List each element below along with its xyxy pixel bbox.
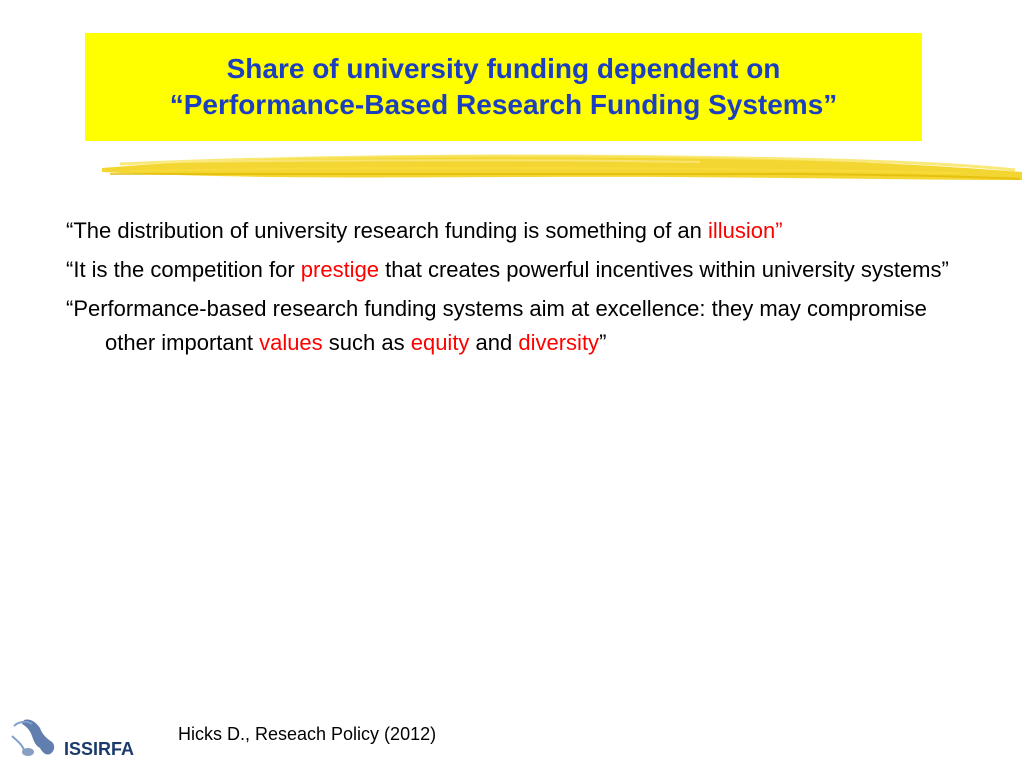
quote-2-text-a: “It is the competition for <box>66 257 301 282</box>
quote-3 <box>66 292 966 360</box>
quote-3-text-b: such as <box>322 330 411 355</box>
highlight-equity: equity <box>410 330 470 355</box>
logo-text: ISSIRFA <box>64 739 135 759</box>
slide-title-line-1: Share of university funding dependent on <box>226 53 781 84</box>
quote-3-text-d: ” <box>599 330 607 355</box>
quote-2 <box>66 253 966 287</box>
highlight-prestige: prestige <box>300 257 380 282</box>
quote-1 <box>66 214 966 248</box>
quote-1-text: “The distribution of university research funding is something of an <box>66 218 708 243</box>
quote-2-text-b: that creates powerful incentives within university systems” <box>379 257 949 282</box>
highlight-values: values <box>259 330 323 355</box>
slide-title-line-2: “Performance-Based Research Funding Systems” <box>169 89 838 120</box>
quote-3-text-a: “Performance-based research funding systems aim at excellence: they may compromise other important <box>66 296 927 355</box>
citation: Hicks D., Reseach Policy (2012) <box>178 724 437 744</box>
quote-3-text-c: and <box>469 330 519 355</box>
highlight-illusion: illusion” <box>708 218 783 243</box>
quotes-body <box>66 214 966 365</box>
title-box <box>85 33 922 141</box>
highlight-diversity: diversity <box>518 330 600 355</box>
brush-stroke-divider <box>100 150 1024 190</box>
